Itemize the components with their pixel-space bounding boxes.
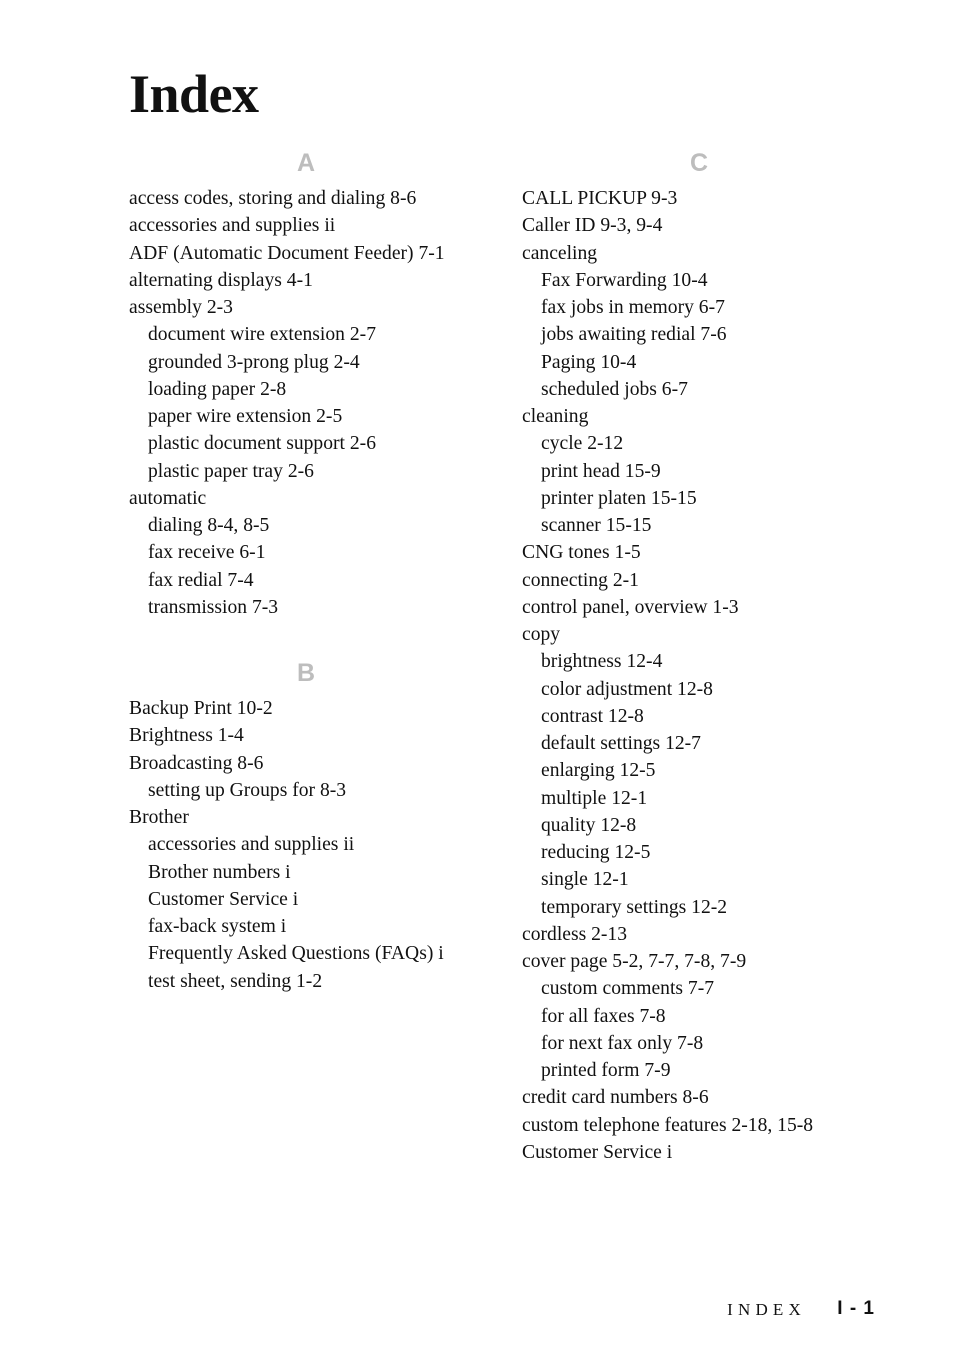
page-footer <box>0 1297 954 1325</box>
index-subentry: quality 12-8 <box>541 814 637 836</box>
index-subentry: fax receive 6-1 <box>148 542 266 564</box>
index-entry: cover page 5-2, 7-7, 7-8, 7-9 <box>522 951 747 972</box>
index-entry: canceling <box>522 242 598 264</box>
index-subentry: plastic document support 2-6 <box>148 433 377 455</box>
index-entry: CALL PICKUP 9-3 <box>522 188 678 209</box>
index-entry: accessories and supplies ii <box>129 215 336 237</box>
index-subentry: Brother numbers i <box>148 861 291 883</box>
index-subentry: Frequently Asked Questions (FAQs) i <box>148 943 444 965</box>
index-entry: control panel, overview 1-3 <box>522 596 739 618</box>
index-subentry: scanner 15-15 <box>541 515 652 536</box>
index-entry: copy <box>522 624 561 645</box>
index-subentry: jobs awaiting redial 7-6 <box>541 324 727 346</box>
index-subentry: single 12-1 <box>541 869 629 891</box>
index-subentry: enlarging 12-5 <box>541 760 656 782</box>
entries-a <box>129 185 474 621</box>
index-subentry: paper wire extension 2-5 <box>148 406 343 427</box>
index-subentry: cycle 2-12 <box>541 433 624 455</box>
index-subentry: brightness 12-4 <box>541 651 663 673</box>
index-subentry: fax redial 7-4 <box>148 569 254 591</box>
index-subentry: grounded 3-prong plug 2-4 <box>148 351 360 373</box>
index-entry: CNG tones 1-5 <box>522 542 641 564</box>
index-subentry: Paging 10-4 <box>541 351 637 373</box>
index-subentry: print head 15-9 <box>541 460 661 482</box>
index-entry: Brother <box>129 807 189 828</box>
index-subentry: Customer Service i <box>148 888 299 910</box>
index-subentry: contrast 12-8 <box>541 705 644 727</box>
index-subentry: accessories and supplies ii <box>148 834 355 856</box>
index-subentry: transmission 7-3 <box>148 596 279 618</box>
index-entry: Customer Service i <box>522 1141 673 1163</box>
index-column-left <box>129 142 474 995</box>
index-subentry: for all faxes 7-8 <box>541 1005 666 1027</box>
index-subentry: default settings 12-7 <box>541 733 701 754</box>
index-column-right <box>522 142 892 1166</box>
index-entry: access codes, storing and dialing 8-6 <box>129 188 417 209</box>
index-subentry: scheduled jobs 6-7 <box>541 378 688 400</box>
index-subentry: reducing 12-5 <box>541 842 651 863</box>
index-entry: Brightness 1-4 <box>129 725 244 747</box>
index-entry: ADF (Automatic Document Feeder) 7-1 <box>129 242 445 264</box>
page-title: Index <box>129 64 259 124</box>
footer-section-label: INDEX <box>727 1300 806 1319</box>
index-entry: connecting 2-1 <box>522 569 639 591</box>
section-gap <box>129 621 474 652</box>
index-entry: custom telephone features 2-18, 15-8 <box>522 1114 814 1136</box>
index-subentry: dialing 8-4, 8-5 <box>148 515 270 536</box>
index-subentry: test sheet, sending 1-2 <box>148 970 323 992</box>
index-subentry: document wire extension 2-7 <box>148 324 376 346</box>
letter-heading-b: B <box>296 659 316 687</box>
index-subentry: fax jobs in memory 6-7 <box>541 297 725 318</box>
index-subentry: setting up Groups for 8-3 <box>148 779 347 801</box>
index-entry: credit card numbers 8-6 <box>522 1087 709 1109</box>
footer-page-number: I - 1 <box>837 1298 875 1319</box>
index-subentry: multiple 12-1 <box>541 787 648 809</box>
index-entry: assembly 2-3 <box>129 297 233 318</box>
letter-heading-c: C <box>689 149 709 177</box>
index-subentry: plastic paper tray 2-6 <box>148 460 314 482</box>
index-subentry: for next fax only 7-8 <box>541 1032 704 1054</box>
index-entry: automatic <box>129 487 207 509</box>
index-subentry: printed form 7-9 <box>541 1060 671 1081</box>
index-subentry: color adjustment 12-8 <box>541 678 713 700</box>
index-entry: cleaning <box>522 406 589 427</box>
index-subentry: Fax Forwarding 10-4 <box>541 269 708 291</box>
index-entry: Caller ID 9-3, 9-4 <box>522 215 663 237</box>
index-entry: Broadcasting 8-6 <box>129 752 264 774</box>
index-subentry: loading paper 2-8 <box>148 378 287 400</box>
entries-c <box>522 185 892 1166</box>
index-entry: alternating displays 4-1 <box>129 269 313 291</box>
index-subentry: fax-back system i <box>148 916 287 937</box>
index-subentry: custom comments 7-7 <box>541 978 715 1000</box>
index-subentry: temporary settings 12-2 <box>541 896 728 918</box>
entries-b <box>129 695 474 995</box>
index-entry: cordless 2-13 <box>522 923 628 945</box>
index-entry: Backup Print 10-2 <box>129 698 273 719</box>
letter-heading-a: A <box>296 149 316 177</box>
index-subentry: printer platen 15-15 <box>541 487 697 509</box>
